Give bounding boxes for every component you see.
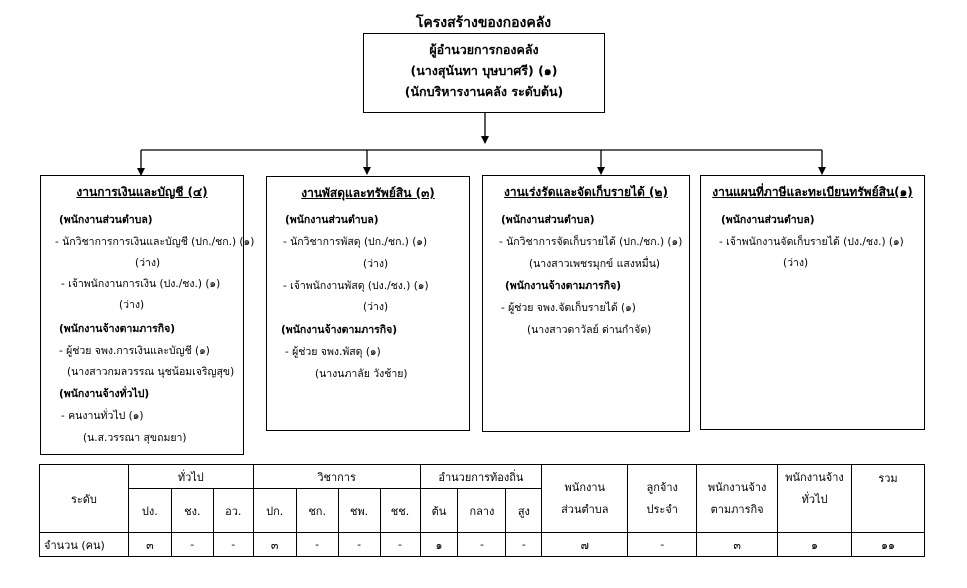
division-finance-title: งานการเงินและบัญชี (๔) xyxy=(76,185,208,199)
count-cell: - xyxy=(213,533,253,557)
count-cell: ๑ xyxy=(420,533,458,557)
division-line: (นางสาวดาวัลย์ ด่านกำจัด) xyxy=(527,324,652,336)
level-pok: ปก. xyxy=(253,489,296,533)
level-aw: อว. xyxy=(213,489,253,533)
division-line: - นักวิชาการจัดเก็บรายได้ (ปก./ชก.) (๑) xyxy=(499,236,683,248)
level-sung: สูง xyxy=(506,489,542,533)
col-subdistrict-staff xyxy=(542,465,628,533)
division-line: - นักวิชาการพัสดุ (ปก./ชก.) (๑) xyxy=(283,236,428,248)
col-total: รวม xyxy=(852,465,925,533)
count-cell: ๑ xyxy=(778,533,852,557)
division-line: (ว่าง) xyxy=(363,301,389,313)
col-label: ทั่วไป xyxy=(801,493,828,506)
count-cell: ๓ xyxy=(253,533,296,557)
division-finance-box xyxy=(40,175,255,455)
count-label: จำนวน (คน) xyxy=(40,533,129,557)
level-chong: ชง. xyxy=(171,489,213,533)
division-line: (พนักงานส่วนตำบล) xyxy=(59,214,153,226)
count-cell-total: ๑๑ xyxy=(852,533,925,557)
count-cell: ๓ xyxy=(128,533,171,557)
col-label: พนักงานจ้าง xyxy=(707,480,767,494)
col-mission-employee xyxy=(697,465,778,533)
group-academic: วิชาการ xyxy=(253,465,420,489)
director-name: (นางสุนันทา บุษบาศรี) (๑) xyxy=(410,63,558,78)
division-line: - เจ้าพนักงานการเงิน (ปง./ชง.) (๑) xyxy=(61,278,221,290)
division-line: (พนักงานส่วนตำบล) xyxy=(501,214,595,226)
level-pong: ปง. xyxy=(128,489,171,533)
division-line: (พนักงานจ้างตามภารกิจ) xyxy=(59,323,176,335)
division-line: (นางสาวเพชรมุกข์ แสงหมื่น) xyxy=(529,258,660,270)
division-line: (พนักงานส่วนตำบล) xyxy=(721,214,815,226)
chart-title: โครงสร้างของกองคลัง xyxy=(415,15,552,31)
col-label: ตามภารกิจ xyxy=(710,502,764,516)
division-line: - ผู้ช่วย จพง.พัสดุ (๑) xyxy=(285,346,381,358)
director-position: (นักบริหารงานคลัง ระดับต้น) xyxy=(404,84,564,99)
level-klang: กลาง xyxy=(458,489,506,533)
level-chok: ชก. xyxy=(296,489,338,533)
col-label: พนักงานจ้าง xyxy=(785,471,844,484)
level-chch: ชช. xyxy=(380,489,420,533)
staff-summary-table xyxy=(39,464,925,557)
row-header-level: ระดับ xyxy=(40,465,129,533)
count-cell: - xyxy=(506,533,542,557)
division-line: - คนงานทั่วไป (๑) xyxy=(61,410,144,422)
director-title: ผู้อำนวยการกองคลัง xyxy=(429,42,539,57)
division-line: - ผู้ช่วย จพง.จัดเก็บรายได้ (๑) xyxy=(501,302,636,314)
division-tax-map-title: งานแผนที่ภาษีและทะเบียนทรัพย์สิน(๑) xyxy=(712,185,913,199)
division-line: (ว่าง) xyxy=(783,257,809,269)
division-line: (ว่าง) xyxy=(363,258,389,270)
col-permanent-employee xyxy=(628,465,697,533)
division-line: - เจ้าพนักงานพัสดุ (ปง./ชง.) (๑) xyxy=(283,280,429,292)
division-supplies-box xyxy=(266,176,470,431)
group-admin: อำนวยการท้องถิ่น xyxy=(420,465,542,489)
division-line: (พนักงานจ้างทั่วไป) xyxy=(59,388,150,400)
division-line: (นางสาวกมลวรรณ นุชน้อมเจริญสุข) xyxy=(67,366,235,378)
col-label: ประจำ xyxy=(646,502,678,516)
count-cell: - xyxy=(296,533,338,557)
col-label: พนักงาน xyxy=(564,480,606,494)
count-cell: - xyxy=(458,533,506,557)
division-line: (ว่าง) xyxy=(135,257,161,269)
count-cell: - xyxy=(628,533,697,557)
col-label: ส่วนตำบล xyxy=(561,502,609,516)
division-line: - เจ้าพนักงานจัดเก็บรายได้ (ปง./ชง.) (๑) xyxy=(719,236,904,248)
count-cell: ๗ xyxy=(542,533,628,557)
count-cell: - xyxy=(338,533,380,557)
level-ton: ต้น xyxy=(420,489,458,533)
count-cell: - xyxy=(380,533,420,557)
division-revenue-title: งานเร่งรัดและจัดเก็บรายได้ (๒) xyxy=(504,185,668,199)
division-line: (น.ส.วรรณา สุขถมยา) xyxy=(83,432,187,444)
division-revenue-box xyxy=(482,175,690,432)
count-cell: - xyxy=(171,533,213,557)
level-chop: ชพ. xyxy=(338,489,380,533)
division-line: - นักวิชาการการเงินและบัญชี (ปก./ชก.) (๑) xyxy=(55,236,255,248)
division-line: (พนักงานจ้างตามภารกิจ) xyxy=(505,280,622,292)
division-supplies-title: งานพัสดุและทรัพย์สิน (๓) xyxy=(301,186,435,200)
division-line: (พนักงานจ้างตามภารกิจ) xyxy=(281,324,398,336)
division-line: - ผู้ช่วย จพง.การเงินและบัญชี (๑) xyxy=(59,345,210,357)
group-general: ทั่วไป xyxy=(128,465,253,489)
division-tax-map-box xyxy=(700,175,925,430)
division-line: (ว่าง) xyxy=(119,299,145,311)
division-line: (พนักงานส่วนตำบล) xyxy=(285,214,379,226)
col-label: ลูกจ้าง xyxy=(646,480,678,494)
col-general-employee xyxy=(778,465,852,533)
count-cell: ๓ xyxy=(697,533,778,557)
division-line: (นางนภาลัย วังช้าย) xyxy=(315,368,408,380)
